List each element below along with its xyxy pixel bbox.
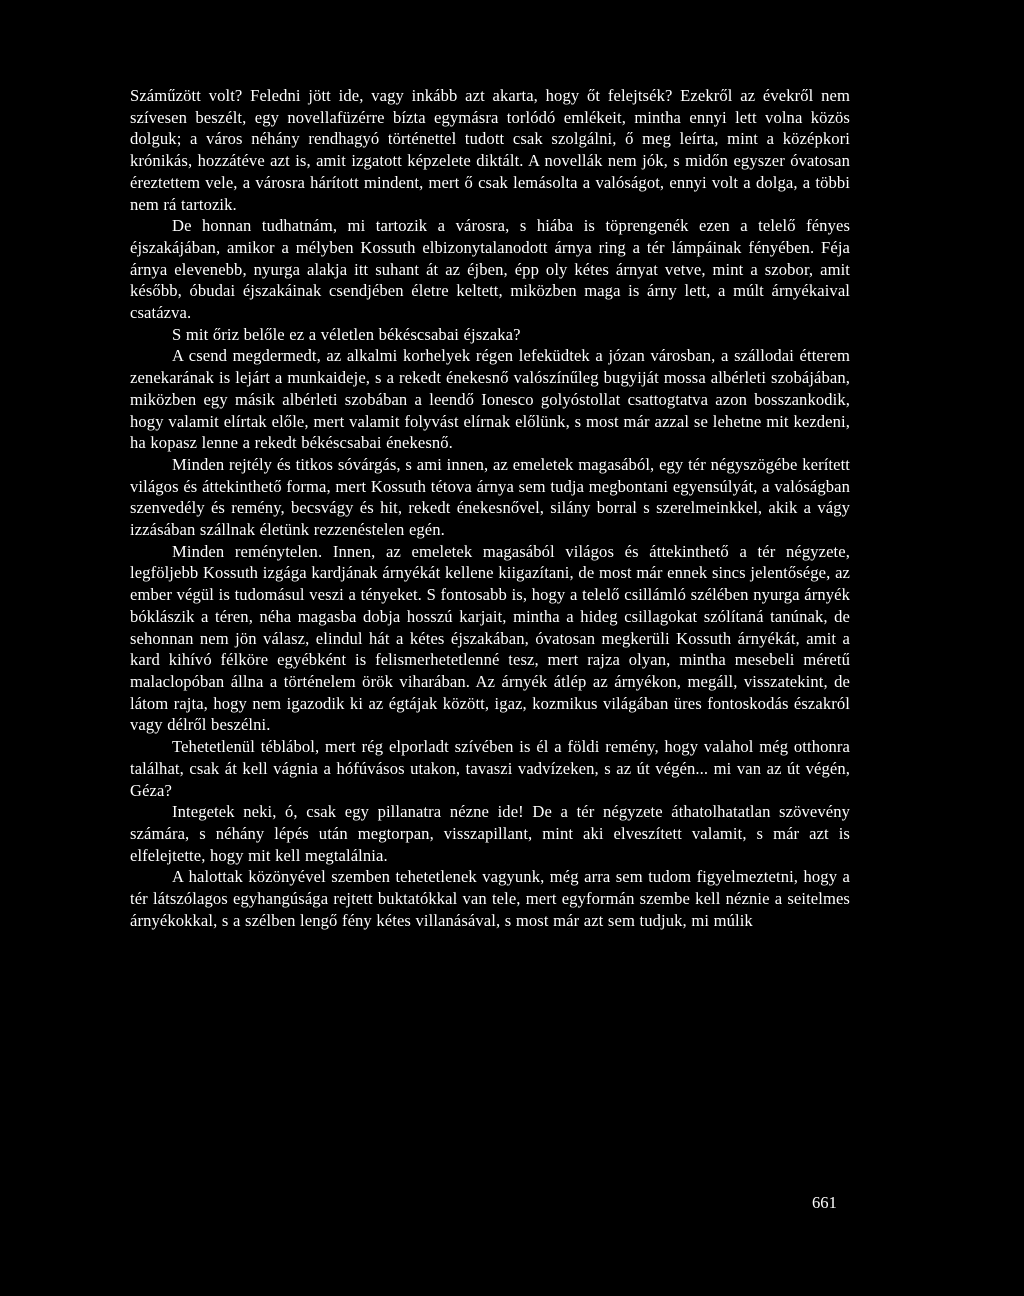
paragraph-5: Minden rejtély és titkos sóvárgás, s ami innen, az emeletek magasából, egy tér négyszögébe kerített világos és áttekinthető forma, mert Kossuth tétova árnya sem tudja megbontani egyensúlyát, a valóságban szenvedély és remény, becsvágy és hit, rekedt énekesnővel, silány borral s szerelmeinkkel, akik a vágy izzásában szállnak életünk rezzenéstelen egén.: [130, 454, 850, 540]
paragraph-3: S mit őriz belőle ez a véletlen békéscsabai éjszaka?: [172, 324, 521, 344]
page-number: 661: [812, 1193, 837, 1212]
paragraph-6: Minden reménytelen. Innen, az emeletek magasából világos és áttekinthető a tér négyzete, legföljebb Kossuth izgága kardjának árnyékát kellene kiigazítani, de most már ennek sincs jelentősége, az ember végül is tudomásul veszi a tényeket. S fontosabb is, hogy a telelő csillámló szélében nyurga árnyék bóklászik a téren, néha magasba dobja hosszú karjait, mintha a hideg csillagokat szólítaná tanúnak, de sehonnan nem jön válasz, elindul hát a kétes éjszakában, óvatosan megkerüli Kossuth árnyékát, amit a kard kihívó félköre egyébként is felismerhetetlenné tesz, mert rajza olyan, mintha mesebeli méretű malaclopóban állna a történelem örök viharában. Az árnyék átlép az árnyékon, megáll, visszatekint, de látom rajta, hogy nem igazodik ki az égtájak között, igaz, kozmikus világában üres fontoskodás északról vagy délről beszélni.: [130, 541, 850, 735]
paragraph-2: De honnan tudhatnám, mi tartozik a városra, s hiába is töprengenék ezen a telelő fényes éjszakájában, amikor a mélyben Kossuth elbizonytalanodott árnya ring a tér lámpáinak fényében. Féja árnya elevenebb, nyurga alakja itt suhant át az éjben, épp oly kétes árnyat vetve, mint a szobor, amit később, óbudai éjszakáinak csendjében életre keltett, miközben maga is árny lett, a múlt árnyékaival csatázva.: [130, 216, 850, 323]
page-body: [130, 85, 850, 931]
paragraph-9: A halottak közönyével szemben tehetetlenek vagyunk, még arra sem tudom figyelmeztetni, hogy a tér látszólagos egyhangúsága rejtett buktatókkal van tele, mert egyformán szembe kell néznie a seitelmes árnyékokkal, s a szélben lengő fény kétes villanásával, s most már azt sem tudjuk, mi múlik: [130, 867, 850, 930]
paragraph-1: Száműzött volt? Feledni jött ide, vagy inkább azt akarta, hogy őt felejtsék? Ezekről az évekről nem szívesen beszélt, egy novellafüzérre bízta egymásra torlódó emlékeit, mintha ennyi lett volna közös dolguk; a város néhány rendhagyó történettel tudott csak szolgálni, ő meg leírta, mint a középkori krónikás, hozzátéve azt is, amit izgatott képzelete diktált. A novellák nem jók, s midőn egyszer óvatosan éreztettem vele, a városra hárított mindent, mert ő csak lemásolta a valóságot, ennyi volt a dolga, a többi nem rá tartozik.: [130, 86, 850, 214]
paragraph-7: Tehetetlenül téblábol, mert rég elporladt szívében is él a földi remény, hogy valahol még otthonra találhat, csak át kell vágnia a hófúvásos utakon, tavaszi vadvízeken, s az út végén... mi van az út végén, Géza?: [130, 737, 850, 800]
paragraph-4: A csend megdermedt, az alkalmi korhelyek régen lefeküdtek a józan városban, a szállodai étterem zenekarának is lejárt a munkaideje, s a rekedt énekesnő valószínűleg bugyiját mossa albérleti szobájában, miközben egy másik albérleti szobában a leendő Ionesco golyóstollat csattogtatva azon bosszankodik, hogy valamit elírtak előle, mert valamit folyvást elírnak előlünk, s most már azzal se lehetne mit kezdeni, ha kopasz lenne a rekedt békéscsabai énekesnő.: [130, 346, 850, 453]
paragraph-8: Integetek neki, ó, csak egy pillanatra nézne ide! De a tér négyzete áthatolhatatlan szövevény számára, s néhány lépés után megtorpan, visszapillant, mint aki elveszített valamit, s már azt is elfelejtette, hogy mit kell megtalálnia.: [130, 802, 850, 865]
